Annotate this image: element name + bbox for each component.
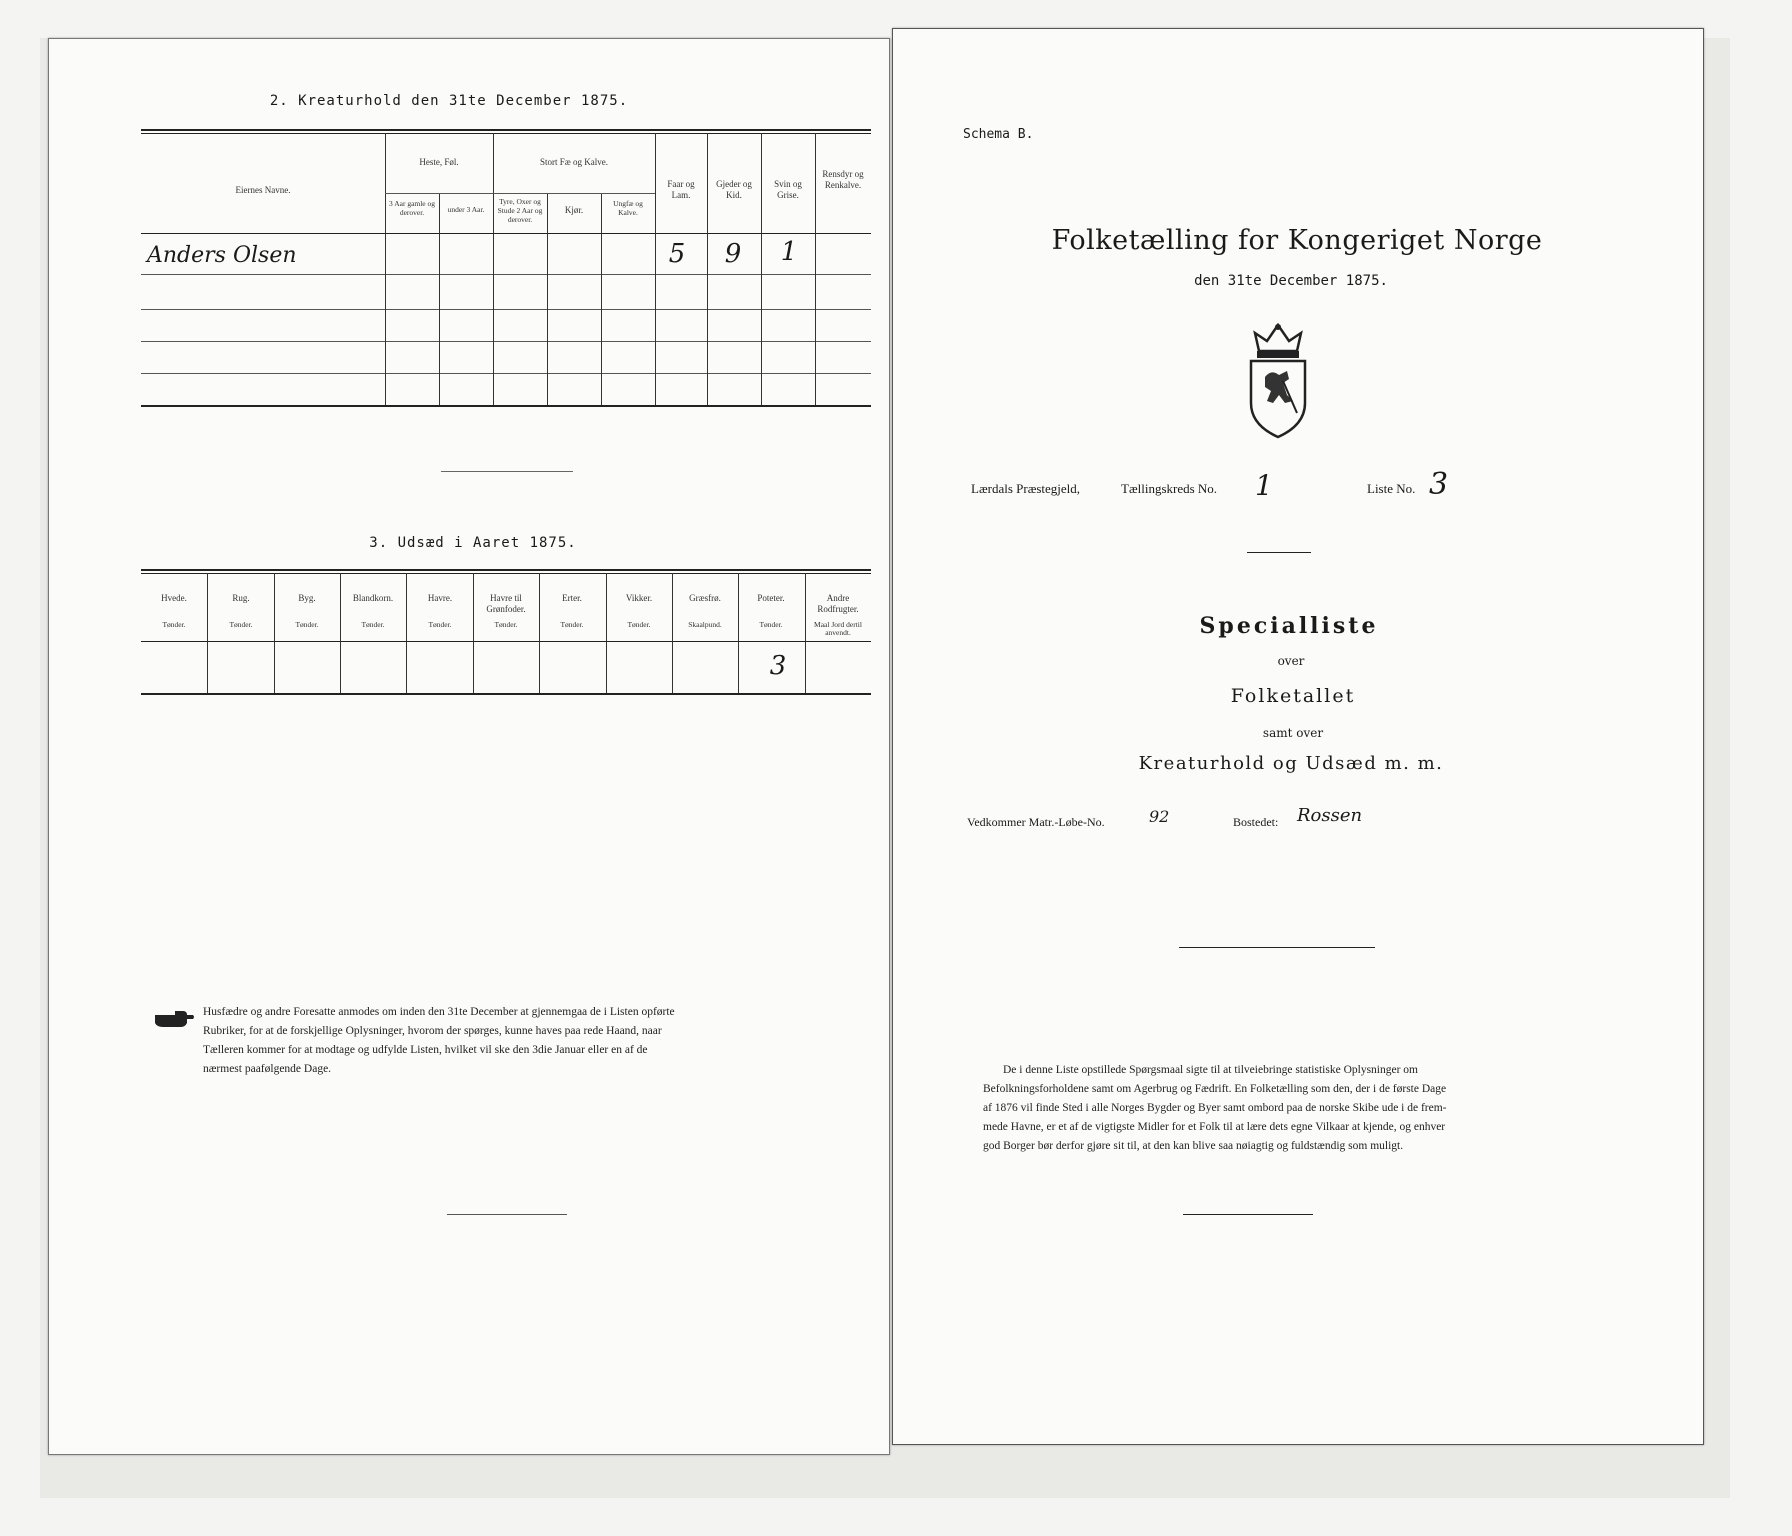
table3-top-rule bbox=[141, 569, 871, 571]
table3-col-line bbox=[406, 573, 407, 693]
notice-divider bbox=[447, 1214, 567, 1215]
table2-col-line bbox=[547, 193, 548, 405]
table3-col-unit: Skaalpund. bbox=[688, 620, 722, 629]
table3-col-unit: Tønder. bbox=[162, 620, 186, 629]
col-owner-label: Eiernes Navne. bbox=[235, 185, 291, 195]
notice-line: Rubriker, for at de forskjellige Oplysninger, hvorom der spørges, kunne haves paa rede Haand, naar bbox=[203, 1025, 662, 1037]
liste-value: 3 bbox=[1429, 467, 1449, 502]
table3-col-name: Havre. bbox=[427, 593, 453, 603]
table3-col-name: Blandkorn. bbox=[352, 593, 394, 603]
matr-label: Vedkommer Matr.-Løbe-No. bbox=[967, 815, 1105, 829]
table3-col-line bbox=[738, 573, 739, 693]
left-page bbox=[48, 38, 890, 1455]
schema-label: Schema B. bbox=[963, 127, 1034, 142]
table3-col-line bbox=[274, 573, 275, 693]
right-bottom-divider bbox=[1183, 1214, 1313, 1215]
prestegjeld-label: Lærdals Præstegjeld, bbox=[971, 481, 1081, 496]
col-faar-label: Faar og Lam. bbox=[667, 179, 695, 200]
explanation-line: De i denne Liste opstillede Spørgsmaal sigte til at tilveiebringe statistiske Oplysninger om bbox=[1003, 1064, 1418, 1076]
table3-col-unit: Maal Jord dertil anvendt. bbox=[814, 620, 862, 637]
table3-col-line bbox=[805, 573, 806, 693]
right-divider bbox=[1179, 947, 1375, 948]
table2-top-rule bbox=[141, 129, 871, 131]
table3-col-name: Rug. bbox=[232, 593, 250, 603]
explanation-line: mede Havne, er et af de vigtigste Midler for et Folk til at lære dets egne Vilkaar at kjende, og enhver bbox=[983, 1121, 1446, 1133]
explanation-line: god Borger bør derfor gjøre sit til, at den kan blive saa nøiagtig og fuldstændig som muligt. bbox=[983, 1140, 1404, 1152]
table2-col-line bbox=[761, 133, 762, 405]
table3-col-name: Græsfrø. bbox=[689, 593, 721, 603]
right-divider bbox=[1247, 552, 1311, 553]
folketallet-title: Folketallet bbox=[1230, 685, 1356, 707]
samt-over-label: samt over bbox=[1262, 726, 1324, 740]
table3-col-unit: Tønder. bbox=[428, 620, 452, 629]
col-gjeder-label: Gjeder og Kid. bbox=[716, 179, 752, 200]
table3-col-name: Erter. bbox=[562, 593, 582, 603]
owner-name: Anders Olsen bbox=[147, 243, 297, 268]
poteter-value: 3 bbox=[769, 651, 787, 681]
table3-header-rule bbox=[141, 641, 871, 642]
section3-title: 3. Udsæd i Aaret 1875. bbox=[369, 535, 577, 551]
table3-col-line bbox=[672, 573, 673, 693]
table3-col-unit: Tønder. bbox=[759, 620, 783, 629]
table3-col-name: Andre Rodfrugter. bbox=[817, 593, 859, 614]
notice-line: Tælleren kommer for at modtage og udfylde Listen, hvilket vil ske den 3die Januar eller en af de bbox=[203, 1044, 648, 1056]
table2-col-line bbox=[493, 133, 494, 405]
liste-label: Liste No. bbox=[1367, 481, 1416, 496]
table3-col-line bbox=[340, 573, 341, 693]
pointing-hand-icon bbox=[153, 1007, 197, 1029]
col-heste-b-label: under 3 Aar. bbox=[447, 205, 485, 214]
table3-col-name: Vikker. bbox=[625, 593, 653, 603]
col-stort-c-label: Ungfæ og Kalve. bbox=[613, 199, 643, 217]
table3-col-unit: Tønder. bbox=[361, 620, 385, 629]
table3-col-name: Poteter. bbox=[757, 593, 785, 603]
faar-value: 5 bbox=[668, 239, 686, 269]
table2-col-line bbox=[707, 133, 708, 405]
table3-col-unit: Tønder. bbox=[627, 620, 651, 629]
col-stort-label: Stort Fæ og Kalve. bbox=[539, 157, 609, 167]
col-rensdyr-label: Rensdyr og Renkalve. bbox=[822, 169, 864, 190]
table3-col-name: Hvede. bbox=[161, 593, 187, 603]
table3-col-unit: Tønder. bbox=[494, 620, 518, 629]
special-title: Specialliste bbox=[1199, 613, 1379, 639]
table3-col-unit: Tønder. bbox=[560, 620, 584, 629]
matr-value: 92 bbox=[1149, 807, 1170, 826]
kreds-value: 1 bbox=[1255, 469, 1273, 502]
explanation-text bbox=[983, 1061, 1633, 1156]
notice-text bbox=[203, 1003, 879, 1079]
notice-line: nærmest paafølgende Dage. bbox=[203, 1063, 332, 1075]
table2-col-line bbox=[439, 193, 440, 405]
col-heste-label: Heste, Føl. bbox=[419, 157, 459, 167]
table3-col-line bbox=[473, 573, 474, 693]
table3-col-name: Byg. bbox=[298, 593, 316, 603]
gjeder-value: 9 bbox=[724, 239, 742, 269]
coat-of-arms-icon bbox=[1237, 321, 1319, 441]
over-label: over bbox=[1277, 654, 1305, 668]
kreaturhold-title: Kreaturhold og Udsæd m. m. bbox=[1138, 753, 1444, 774]
table3-col-line bbox=[539, 573, 540, 693]
section-divider bbox=[441, 471, 573, 472]
table3-col-line bbox=[606, 573, 607, 693]
kreds-label: Tællingskreds No. bbox=[1121, 481, 1218, 496]
col-stort-a-label: Tyre, Oxer og Stude 2 Aar og derover. bbox=[497, 197, 543, 224]
table3-col-name: Havre til Grønfoder. bbox=[486, 593, 526, 614]
section2-title: 2. Kreaturhold den 31te December 1875. bbox=[269, 93, 629, 109]
svin-value: 1 bbox=[780, 237, 798, 267]
col-stort-b-label: Kjør. bbox=[564, 205, 584, 215]
table2-subheader-rule bbox=[385, 193, 655, 194]
table2-col-line bbox=[655, 133, 656, 405]
explanation-line: Befolkningsforholdene samt om Agerbrug og Fædrift. En Folketælling som den, der i de første Dage bbox=[983, 1083, 1447, 1095]
bostedet-value: Rossen bbox=[1297, 805, 1363, 826]
form-date: den 31te December 1875. bbox=[1194, 273, 1388, 289]
table2-col-line bbox=[385, 133, 386, 405]
bostedet-label: Bostedet: bbox=[1233, 815, 1279, 829]
notice-line: Husfædre og andre Foresatte anmodes om inden den 31te December at gjennemgaa de i Listen opførte bbox=[203, 1006, 675, 1018]
table3-col-unit: Tønder. bbox=[295, 620, 319, 629]
explanation-line: af 1876 vil finde Sted i alle Norges Bygder og Byer samt ombord paa de norske Skibe ude i de frem- bbox=[983, 1102, 1447, 1114]
col-heste-a-label: 3 Aar gamle og derover. bbox=[388, 199, 436, 217]
right-page bbox=[892, 28, 1704, 1445]
table3-col-line bbox=[207, 573, 208, 693]
col-svin-label: Svin og Grise. bbox=[774, 179, 802, 200]
form-title: Folketælling for Kongeriget Norge bbox=[1051, 225, 1543, 256]
table3-top-rule-thin bbox=[141, 573, 871, 574]
table3-col-unit: Tønder. bbox=[229, 620, 253, 629]
table2-col-line bbox=[601, 193, 602, 405]
table3-bottom-rule bbox=[141, 693, 871, 695]
table2-bottom-rule bbox=[141, 405, 871, 407]
